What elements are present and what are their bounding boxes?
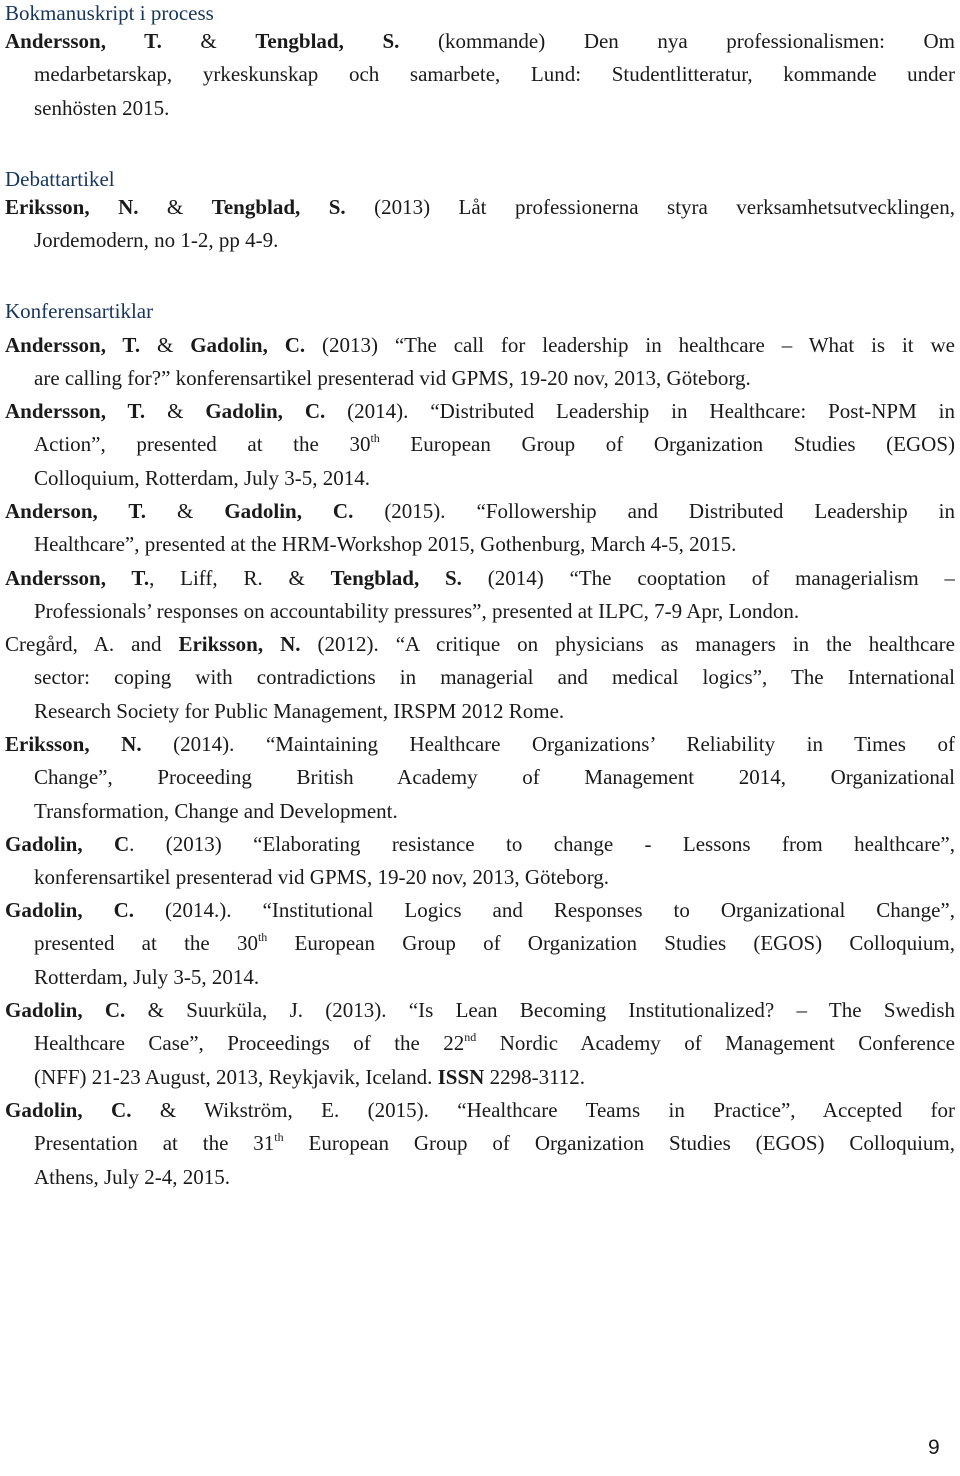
reference-entry: Andersson, T., Liff, R. & Tengblad, S. (2014) “The cooptation of managerialism – Professionals’ responses on accountability pressures”, presented at ILPC, 7-9 Apr, London. (5, 566, 955, 624)
reference-entry: Andersson, T. & Gadolin, C. (2013) “The call for leadership in healthcare – What is it we are calling for?” konferensartikel presenterad vid GPMS, 19-20 nov, 2013, Göteborg. (5, 333, 955, 391)
reference-entry: Andersson, T. & Gadolin, C. (2014). “Distributed Leadership in Healthcare: Post-NPM in Action”, presented at the 30th European Group of Organization Studies (EGOS) Colloquium, Rotterdam, July 3-5, 2014. (5, 399, 955, 490)
section-heading-konferensartiklar: Konferensartiklar (5, 299, 154, 323)
section-heading-bokmanuskript: Bokmanuskript i process (5, 1, 214, 25)
reference-entry: Eriksson, N. (2014). “Maintaining Healthcare Organizations’ Reliability in Times of Change”, Proceeding British Academy of Management 2014, Organizational Transformation, Change and Development. (5, 732, 955, 823)
page-number: 9 (928, 1436, 940, 1459)
reference-entry: Andersson, T. & Tengblad, S. (kommande) Den nya professionalismen: Om medarbetarskap, yrkeskunskap och samarbete, Lund: Studentlitteratur, kommande under senhösten 2015. (5, 29, 955, 120)
reference-entry: Gadolin, C. & Suurküla, J. (2013). “Is Lean Becoming Institutionalized? – The Swedish Healthcare Case”, Proceedings of the 22nd Nordic Academy of Management Conference (NFF) 21-23 August, 2013, Reykjavik, Iceland. ISSN 2298-3112. (5, 998, 955, 1089)
section-heading-debattartikel: Debattartikel (5, 167, 115, 191)
reference-entry: Gadolin, C. (2013) “Elaborating resistance to change - Lessons from healthcare”, konferensartikel presenterad vid GPMS, 19-20 nov, 2013, Göteborg. (5, 832, 955, 890)
reference-entry: Anderson, T. & Gadolin, C. (2015). “Followership and Distributed Leadership in Healthcare”, presented at the HRM-Workshop 2015, Gothenburg, March 4-5, 2015. (5, 499, 955, 557)
reference-entry: Cregård, A. and Eriksson, N. (2012). “A critique on physicians as managers in the healthcare sector: coping with contradictions in managerial and medical logics”, The International Research Society for Public Management, IRSPM 2012 Rome. (5, 632, 955, 723)
reference-entry: Gadolin, C. (2014.). “Institutional Logics and Responses to Organizational Change”, presented at the 30th European Group of Organization Studies (EGOS) Colloquium, Rotterdam, July 3-5, 2014. (5, 898, 955, 989)
reference-entry: Gadolin, C. & Wikström, E. (2015). “Healthcare Teams in Practice”, Accepted for Presentation at the 31th European Group of Organization Studies (EGOS) Colloquium, Athens, July 2-4, 2015. (5, 1098, 955, 1189)
reference-entry: Eriksson, N. & Tengblad, S. (2013) Låt professionerna styra verksamhetsutvecklingen, Jordemodern, no 1-2, pp 4-9. (5, 195, 955, 253)
